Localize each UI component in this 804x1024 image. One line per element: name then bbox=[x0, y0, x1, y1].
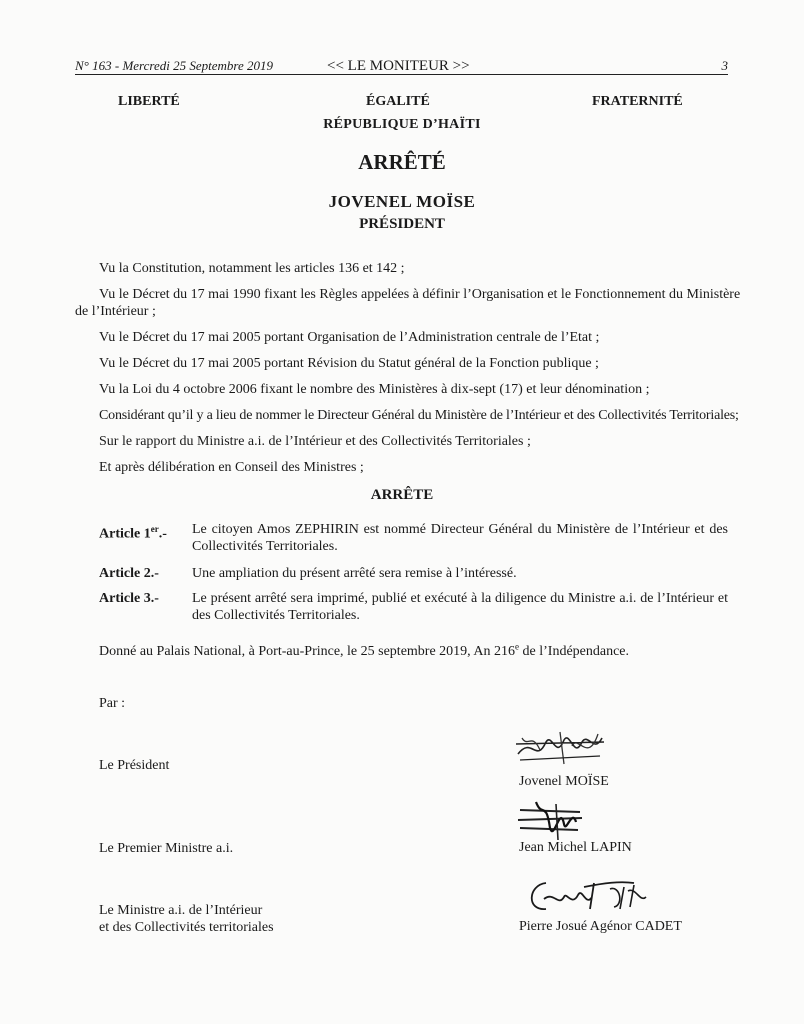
consideration-7 bbox=[75, 433, 728, 450]
given-sup: e bbox=[515, 641, 520, 651]
consideration-text-cont: de l’Intérieur ; bbox=[75, 304, 156, 319]
article-label-suffix: .- bbox=[158, 526, 167, 542]
president-name: JOVENEL MOÏSE bbox=[328, 192, 476, 211]
consideration-8 bbox=[75, 459, 728, 476]
signature-president bbox=[512, 724, 608, 772]
article-label-sup: er bbox=[150, 524, 159, 534]
signature-prime-minister bbox=[516, 798, 586, 844]
signatory-role-minister bbox=[99, 902, 274, 936]
article-label: Article 2.- bbox=[99, 566, 159, 581]
decree-heading: ARRÊTE bbox=[370, 487, 434, 503]
par-label: Par : bbox=[99, 696, 126, 711]
signatory-role-line: Le Ministre a.i. de l’Intérieur bbox=[99, 903, 263, 918]
consideration-text: Vu le Décret du 17 mai 2005 portant Révision du Statut général de la Fonction publique ; bbox=[99, 356, 599, 371]
article-label-text: Article 1 bbox=[99, 526, 151, 542]
page-header bbox=[75, 58, 728, 74]
president-title: PRÉSIDENT bbox=[359, 216, 445, 232]
signatory-role-prime-minister: Le Premier Ministre a.i. bbox=[99, 841, 234, 856]
consideration-5 bbox=[75, 381, 728, 398]
consideration-text: Vu la Loi du 4 octobre 2006 fixant le nombre des Ministères à dix-sept (17) et leur dénomination ; bbox=[99, 382, 650, 397]
document-title: ARRÊTÉ bbox=[358, 150, 446, 174]
consideration-text: Considérant qu’il y a lieu de nommer le Directeur Général du Ministère de l’Intérieur et des Collectivités Territoriales; bbox=[99, 408, 739, 423]
journal-name: << LE MONITEUR >> bbox=[327, 58, 470, 74]
header-rule bbox=[75, 74, 728, 75]
article-text: Une ampliation du présent arrêté sera remise à l’intéressé. bbox=[192, 566, 517, 581]
consideration-6 bbox=[75, 407, 739, 424]
article-3 bbox=[99, 590, 728, 624]
given-text: Donné au Palais National, à Port-au-Prince, le 25 septembre 2019, An 216 bbox=[99, 643, 516, 659]
consideration-text: Vu la Constitution, notamment les articles 136 et 142 ; bbox=[99, 261, 405, 276]
republic-title: RÉPUBLIQUE D’HAÏTI bbox=[323, 117, 481, 132]
consideration-text: Et après délibération en Conseil des Ministres ; bbox=[99, 460, 364, 475]
signatory-name-president: Jovenel MOÏSE bbox=[519, 774, 609, 789]
given-line bbox=[75, 638, 728, 660]
signatory-role-president: Le Président bbox=[99, 758, 170, 773]
signatory-name-prime-minister: Jean Michel LAPIN bbox=[519, 840, 632, 855]
signatory-name-minister: Pierre Josué Agénor CADET bbox=[519, 919, 682, 934]
signatory-role-line: et des Collectivités territoriales bbox=[99, 920, 274, 935]
consideration-text: Sur le rapport du Ministre a.i. de l’Intérieur et des Collectivités Territoriales ; bbox=[99, 434, 531, 449]
consideration-4 bbox=[75, 355, 728, 372]
consideration-2 bbox=[75, 286, 741, 320]
article-text: Le présent arrêté sera imprimé, publié et exécuté à la diligence du Ministre a.i. de l’Intérieur et des Collectivités Territoriales. bbox=[192, 591, 728, 623]
consideration-text: Vu le Décret du 17 mai 1990 fixant les Règles appelées à définir l’Organisation et le Fonctionnement du Ministère bbox=[99, 287, 741, 302]
page-number: 3 bbox=[721, 58, 728, 73]
article-label: Article 3.- bbox=[99, 591, 159, 606]
motto-fraternite: FRATERNITÉ bbox=[592, 94, 683, 109]
article-text: Le citoyen Amos ZEPHIRIN est nommé Directeur Général du Ministère de l’Intérieur et des Collectivités Territoriales. bbox=[192, 522, 728, 554]
consideration-text: Vu le Décret du 17 mai 2005 portant Organisation de l’Administration centrale de l’Etat ; bbox=[99, 330, 600, 345]
article-2 bbox=[99, 565, 728, 582]
motto-liberte: LIBERTÉ bbox=[118, 94, 180, 109]
signature-minister bbox=[524, 877, 654, 917]
given-text-end: de l’Indépendance. bbox=[519, 643, 630, 659]
article-1 bbox=[99, 521, 728, 555]
consideration-3 bbox=[75, 329, 728, 346]
article-label bbox=[99, 521, 167, 543]
motto-egalite: ÉGALITÉ bbox=[366, 94, 430, 109]
issue-info: N° 163 - Mercredi 25 Septembre 2019 bbox=[75, 58, 273, 73]
consideration-1 bbox=[75, 260, 728, 277]
